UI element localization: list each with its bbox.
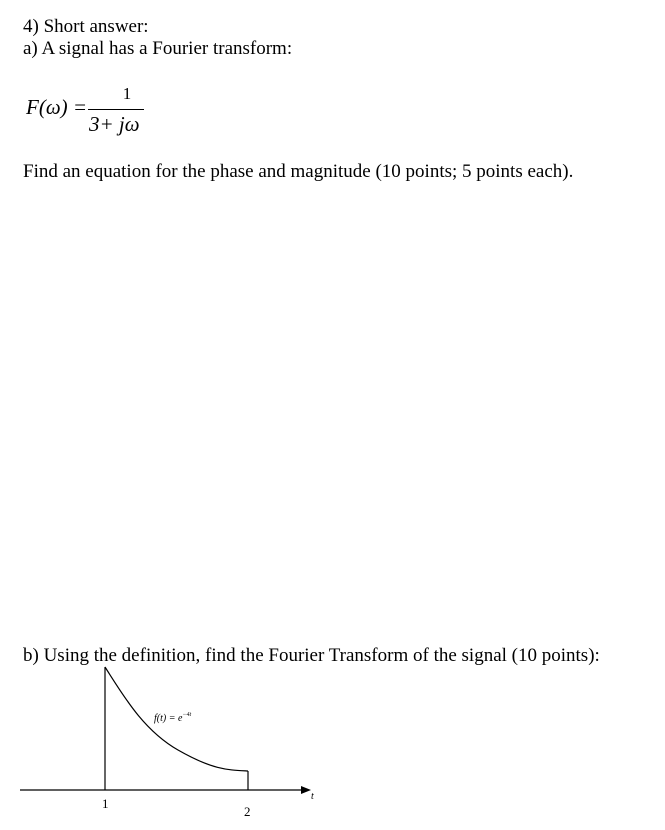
- part-a-prompt: a) A signal has a Fourier transform:: [23, 38, 293, 59]
- fraction-bar: [88, 109, 144, 110]
- tick-label-1: 1: [102, 796, 109, 811]
- equation-numerator: 1: [122, 84, 132, 103]
- function-label: $f(t) = e^{-4t}$: [154, 712, 192, 724]
- question-header: 4) Short answer:: [23, 16, 149, 37]
- part-a-instruction: Find an equation for the phase and magnitude (10 points; 5 points each).: [23, 161, 574, 182]
- signal-plot: [18, 660, 328, 825]
- tick-label-2: 2: [244, 804, 251, 819]
- equation-denominator: 3+ jω: [89, 112, 140, 136]
- fourier-transform-equation: [26, 84, 176, 144]
- equation-lhs: F(ω) =: [26, 95, 88, 119]
- part-b-prompt: b) Using the definition, find the Fourier Transform of the signal (10 points):: [23, 645, 600, 666]
- axis-label-t: t: [311, 791, 314, 802]
- axis-arrow-icon: [301, 786, 311, 794]
- signal-figure: [18, 660, 328, 825]
